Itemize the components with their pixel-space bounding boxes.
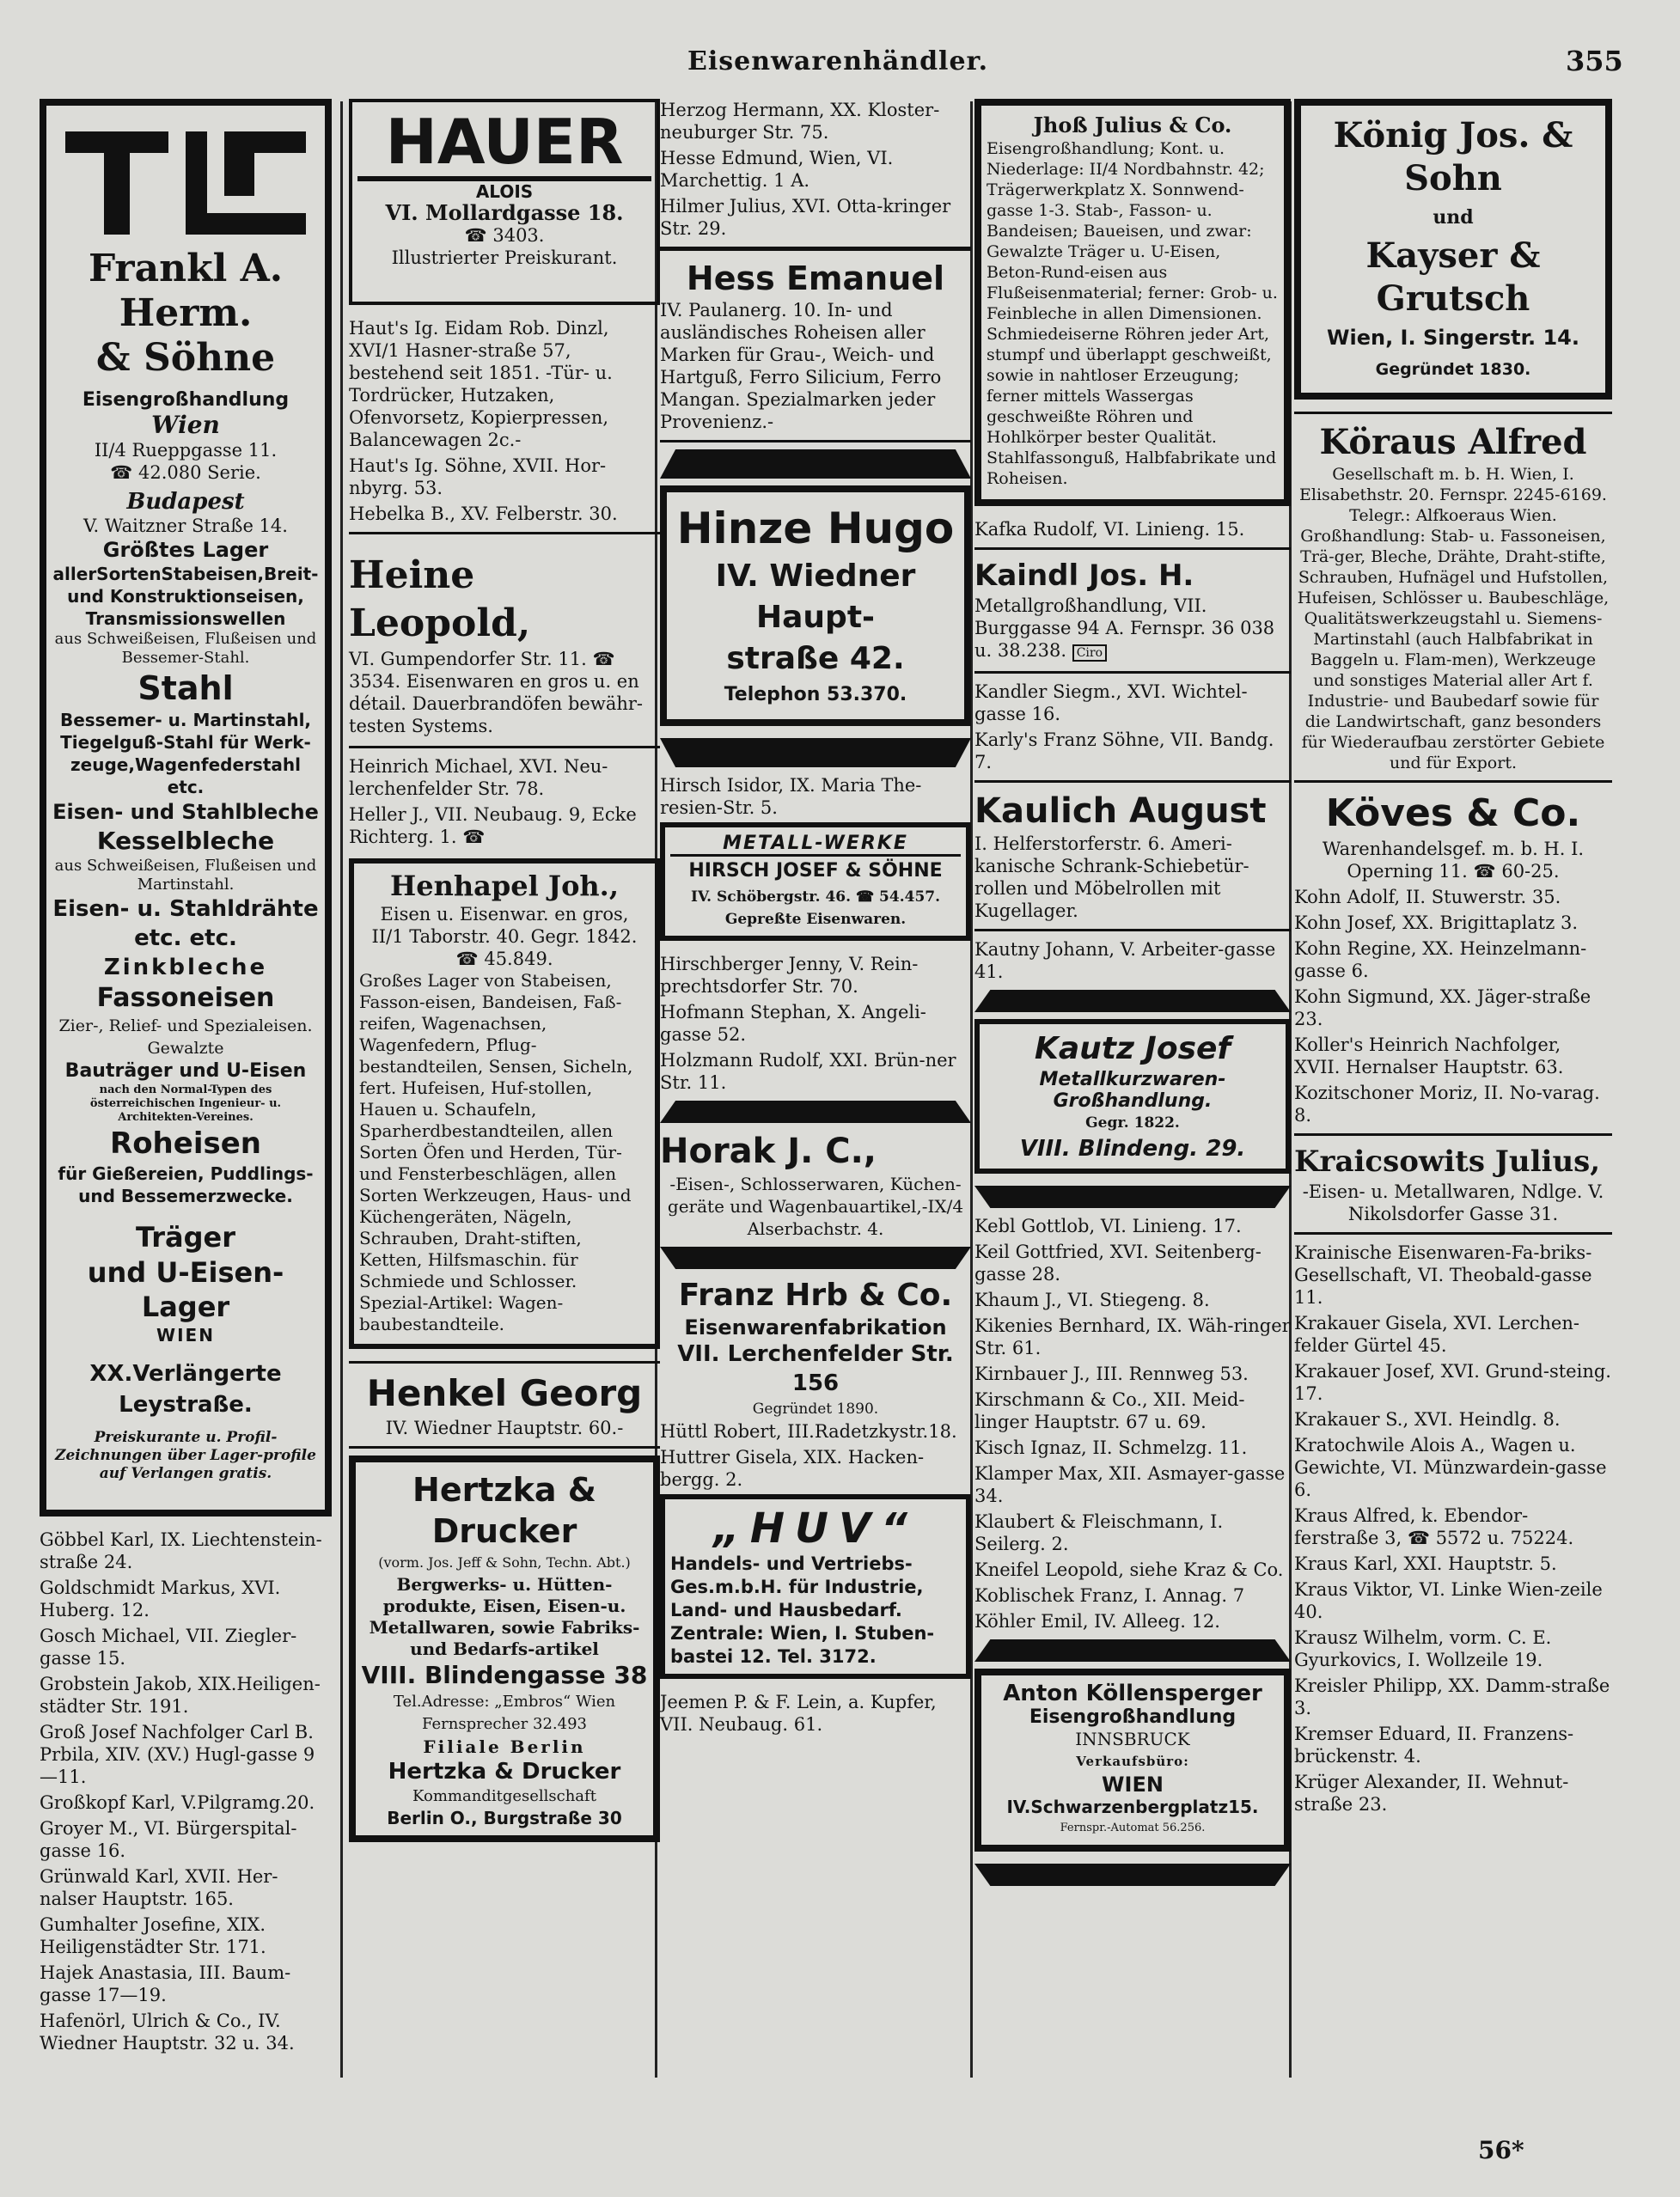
list-item: Krakauer Gisela, XVI. Lerchen-felder Gürtel 45. <box>1294 1313 1579 1356</box>
ad-line: Kesselbleche <box>96 827 275 855</box>
koenig-address: Wien, I. Singerstr. 14. <box>1327 326 1579 350</box>
ad-line: zeuge,Wagenfederstahl etc. <box>70 754 301 797</box>
list-item: Kebl Gottlob, VI. Linieng. 17. <box>974 1216 1242 1236</box>
list-item: Herzog Hermann, XX. Kloster-neuburger Str. 75. <box>660 100 940 143</box>
ad-koraus <box>1294 421 1612 773</box>
list-item: Klaubert & Fleischmann, I. Seilerg. 2. <box>974 1511 1224 1554</box>
list-item: Hirsch Isidor, IX. Maria The-resien-Str. 5. <box>660 775 922 818</box>
henhapel-line: Eisen u. Eisenwar. en gros, <box>380 904 629 925</box>
list-item: Holzmann Rudolf, XXI. Brün-ner Str. 11. <box>660 1050 956 1093</box>
ad-line: XX.Verlängerte Leystraße. <box>89 1361 282 1418</box>
list-item: Kohn Adolf, II. Stuwerstr. 35. <box>1294 887 1561 907</box>
column-2 <box>349 99 660 2085</box>
list-item: Kandler Siegm., XVI. Wichtel-gasse 16. <box>974 681 1248 724</box>
divider <box>349 1361 660 1364</box>
list-item: Huttrer Gisela, XIX. Hacken-bergg. 2. <box>660 1447 925 1490</box>
ad-kaindl <box>974 557 1291 664</box>
list-item: Koller's Heinrich Nachfolger, XVII. Hernalser Hauptstr. 63. <box>1294 1034 1564 1077</box>
ornament-bar <box>974 1639 1291 1662</box>
ad-hess <box>660 258 971 433</box>
koraus-name: Köraus Alfred <box>1319 422 1587 462</box>
list-item: Kafka Rudolf, VI. Linieng. 15. <box>974 519 1245 540</box>
list-item: Jeemen P. & F. Lein, a. Kupfer, VII. Neubaug. 61. <box>660 1692 937 1735</box>
kautz-founded: Gegr. 1822. <box>1085 1114 1180 1132</box>
ad-metall-werke <box>660 822 971 941</box>
list-item: Haut's Ig. Söhne, XVII. Hor-nbyrg. 53. <box>349 455 607 498</box>
henhapel-line: II/1 Taborstr. 40. Gegr. 1842. <box>371 926 638 947</box>
divider <box>349 1446 660 1449</box>
heine-text: VI. Gumpendorfer Str. 11. ☎ 3534. Eisenwaren en gros u. en détail. Dauerbrandöfen bewähr-testen Systems. <box>349 649 643 736</box>
list-item: Karly's Franz Söhne, VII. Bandg. 7. <box>974 729 1274 772</box>
huv-line: Zentrale: Wien, I. Stuben- <box>670 1623 935 1644</box>
hertzka-tel: Tel.Adresse: „Embros“ Wien <box>393 1693 616 1711</box>
divider <box>974 780 1291 783</box>
column-5 <box>1294 99 1612 2085</box>
list-item: Hafenörl, Ulrich & Co., IV. Wiedner Hauptstr. 32 u. 34. <box>40 2011 295 2054</box>
koves-name: Köves & Co. <box>1325 791 1581 835</box>
ad-line: Roheisen <box>110 1126 261 1161</box>
list-item: Kremser Eduard, II. Franzens-brückenstr. 4. <box>1294 1724 1574 1767</box>
ad-line: aus Schweißeisen, Flußeisen und Martinstahl. <box>54 857 317 894</box>
list-item: Groß Josef Nachfolger Carl B. Prbila, XIV. (XV.) Hugl-gasse 9—11. <box>40 1722 315 1787</box>
company-name: Frankl A. Herm. <box>88 247 284 335</box>
huv-name: „HUV“ <box>712 1504 919 1553</box>
ad-henhapel <box>349 858 660 1349</box>
divider <box>349 532 660 534</box>
ad-kautz <box>974 1019 1291 1174</box>
ad-henkel <box>349 1370 660 1439</box>
henhapel-name: Henhapel Joh., <box>390 870 619 902</box>
list-item: Hirschberger Jenny, V. Rein-prechtsdorfer Str. 70. <box>660 954 919 997</box>
ad-line: Größtes Lager <box>102 538 269 562</box>
hauer-first-name: ALOIS <box>475 181 534 202</box>
ad-line: Fassoneisen <box>96 983 275 1013</box>
list-item: Kisch Ignaz, II. Schmelzg. 11. <box>974 1437 1248 1458</box>
henkel-address: IV. Wiedner Hauptstr. 60.- <box>385 1418 624 1438</box>
column-3 <box>660 99 971 2085</box>
list-item: Kohn Sigmund, XX. Jäger-straße 23. <box>1294 986 1591 1029</box>
kaindl-name: Kaindl Jos. H. <box>974 558 1194 593</box>
kautz-line-2: Großhandlung. <box>1053 1090 1213 1112</box>
ad-line: Eisen- u. Stahldrähte <box>52 896 319 922</box>
column-rule <box>340 101 343 2078</box>
kaindl-address: Metallgroßhandlung, VII. Burggasse 94 A. Fernspr. 36 038 u. 38.238. <box>974 595 1275 661</box>
ad-line: Preiskurante u. Profil-Zeichnungen über Lager-profile auf Verlangen gratis. <box>55 1429 316 1482</box>
koenig-name-2: Kayser & Grutsch <box>1365 235 1541 319</box>
kaindl-text <box>974 595 1291 664</box>
ad-line: Eisen- und Stahlbleche <box>52 800 319 824</box>
list-item: Hajek Anastasia, III. Baum-gasse 17—19. <box>40 1962 291 2005</box>
hertzka-address: VIII. Blindengasse 38 <box>361 1661 648 1689</box>
hrb-sub: Eisenwarenfabrikation <box>684 1315 947 1340</box>
list-item: Gumhalter Josefine, XIX. Heiligenstädter Str. 171. <box>40 1914 266 1957</box>
ad-line: und U-Eisen-Lager <box>87 1256 284 1323</box>
divider <box>349 746 660 748</box>
ad-frankl <box>40 99 332 1517</box>
ad-hauer <box>349 99 660 305</box>
business-type: Eisengroßhandlung <box>82 389 290 411</box>
ad-line: Bessemer- u. Martinstahl, <box>59 710 312 730</box>
list-item: Hofmann Stephan, X. Angeli-gasse 52. <box>660 1002 926 1045</box>
list-item: Kirschmann & Co., XII. Meid-linger Hauptstr. 67 u. 69. <box>974 1389 1245 1432</box>
ad-line: allerSortenStabeisen,Breit- <box>52 564 319 584</box>
list-item: Hesse Edmund, Wien, VI. Marchettig. 1 A. <box>660 148 894 191</box>
heine-name: Heine Leopold, <box>349 553 531 645</box>
list-item: Hebelka B., XV. Felberstr. 30. <box>349 503 618 524</box>
city-vienna: Wien <box>151 411 220 439</box>
list-item: Kikenies Bernhard, IX. Wäh-ringer Str. 61. <box>974 1315 1291 1358</box>
divider <box>1294 1133 1612 1136</box>
ad-koenig <box>1294 99 1612 400</box>
metall-name: HIRSCH JOSEF & SÖHNE <box>688 860 943 882</box>
hertzka-branch-type: Kommanditgesellschaft <box>412 1787 596 1805</box>
list-item: Köhler Emil, IV. Alleeg. 12. <box>974 1611 1220 1632</box>
koellensperger-city-2: WIEN <box>1102 1773 1164 1797</box>
henkel-name: Henkel Georg <box>366 1372 643 1414</box>
kautz-address: VIII. Blindeng. 29. <box>1019 1136 1246 1162</box>
koenig-name: König Jos. & Sohn <box>1333 115 1573 198</box>
list-item: Krakauer S., XVI. Heindlg. 8. <box>1294 1409 1561 1430</box>
list-item: Klamper Max, XII. Asmayer-gasse 34. <box>974 1463 1286 1506</box>
hrb-address: VII. Lerchenfelder Str. 156 <box>677 1341 954 1396</box>
hauer-address: VI. Mollardgasse 18. <box>385 200 624 225</box>
ornament-bar <box>974 1186 1291 1208</box>
koellensperger-name: Anton Köllensperger <box>1003 1681 1262 1706</box>
ornament-bar <box>660 1247 971 1269</box>
koellensperger-address: IV.Schwarzenbergplatz15. <box>1006 1797 1259 1817</box>
address-budapest: V. Waitzner Straße 14. <box>83 516 288 536</box>
hertzka-text: Bergwerks- u. Hütten-produkte, Eisen, Eisen-u. Metallwaren, sowie Fabriks- und Bedarfs-artikel <box>369 1574 640 1659</box>
divider <box>1294 412 1612 414</box>
koellensperger-phone: Fernspr.-Automat 56.256. <box>1060 1822 1206 1834</box>
list-item: Großkopf Karl, V.Pilgramg.20. <box>40 1792 315 1813</box>
phone-vienna: ☎ 42.080 Serie. <box>110 462 261 483</box>
ad-kaulich <box>974 790 1291 922</box>
hertzka-sub: (vorm. Jos. Jeff & Sohn, Techn. Abt.) <box>378 1554 631 1571</box>
ornament-bar <box>974 1864 1291 1886</box>
column-4 <box>974 99 1291 2085</box>
hinze-name: Hinze Hugo <box>676 503 955 553</box>
horak-name: Horak J. C., <box>660 1132 877 1171</box>
koenig-und: und <box>1433 206 1474 229</box>
ad-heine <box>349 552 660 737</box>
list-item: Hüttl Robert, III.Radetzkystr.18. <box>660 1421 957 1442</box>
huv-line: Land- und Hausbedarf. <box>670 1600 902 1620</box>
ad-line: WIEN <box>156 1325 215 1346</box>
list-item: Göbbel Karl, IX. Liechtenstein-straße 24. <box>40 1529 322 1572</box>
company-name-2: & Söhne <box>95 336 276 380</box>
ad-koellensperger <box>974 1669 1291 1852</box>
list-item: Heller J., VII. Neubaug. 9, Ecke Richterg. 1. ☎ <box>349 804 637 847</box>
hauer-phone: ☎ 3403. <box>464 225 545 246</box>
list-item: Haut's Ig. Eidam Rob. Dinzl, XVI/1 Hasner-straße 57, bestehend seit 1851. -Tür- u. Tordrücker, Hutzaken, Ofenvorsetz, Kopierpressen, Balancewagen 2c.- <box>349 318 613 450</box>
ad-hertzka <box>349 1456 660 1842</box>
list-item: Grünwald Karl, XVII. Her-nalser Hauptstr. 165. <box>40 1866 278 1909</box>
list-item: Krausz Wilhelm, vorm. C. E. Gyurkovics, I. Wollzeile 19. <box>1294 1627 1552 1670</box>
kaulich-text: I. Helferstorferstr. 6. Ameri-kanische Schrank-Schiebetür-rollen und Möbelrollen mit Kugellager. <box>974 833 1249 921</box>
list-item: Kraus Viktor, VI. Linke Wien-zeile 40. <box>1294 1579 1603 1622</box>
ad-horak <box>660 1130 971 1240</box>
ad-line: Stahl <box>137 669 234 707</box>
divider <box>1294 780 1612 783</box>
list-item: Kraus Karl, XXI. Hauptstr. 5. <box>1294 1553 1557 1574</box>
list-item: Krüger Alexander, II. Wehnut-straße 23. <box>1294 1772 1569 1815</box>
hertzka-branch-address: Berlin O., Burgstraße 30 <box>387 1808 622 1828</box>
list-item: Kreisler Philipp, XX. Damm-straße 3. <box>1294 1675 1610 1718</box>
list-item: Koblischek Franz, I. Annag. 7 <box>974 1585 1245 1606</box>
ad-line: Tiegelguß-Stahl für Werk- <box>60 732 311 753</box>
huv-line: bastei 12. Tel. 3172. <box>670 1646 877 1667</box>
divider <box>974 929 1291 931</box>
hertzka-phone: Fernsprecher 32.493 <box>421 1715 587 1733</box>
hertzka-branch-name: Hertzka & Drucker <box>388 1759 621 1785</box>
list-item: Keil Gottfried, XVI. Seitenberg-gasse 28. <box>974 1242 1262 1285</box>
hess-name: Hess Emanuel <box>686 259 945 297</box>
list-item: Kohn Josef, XX. Brigittaplatz 3. <box>1294 912 1579 933</box>
page-title: Eisenwarenhändler. <box>687 46 989 76</box>
ad-line: Zinkbleche <box>103 955 268 980</box>
list-item: Kozitschoner Moriz, II. No-varag. 8. <box>1294 1083 1600 1126</box>
hauer-note: Illustrierter Preiskurant. <box>391 247 618 268</box>
huv-line: Ges.m.b.H. für Industrie, <box>670 1577 924 1597</box>
list-item: Goldschmidt Markus, XVI. Huberg. 12. <box>40 1578 281 1620</box>
divider <box>1294 1232 1612 1235</box>
ad-kraicsowits <box>1294 1143 1612 1225</box>
metall-note: Gepreßte Eisenwaren. <box>724 911 907 928</box>
kaulich-name: Kaulich August <box>974 791 1267 831</box>
list-item: Kirnbauer J., III. Rennweg 53. <box>974 1364 1249 1384</box>
list-item: Krakauer Josef, XVI. Grund-steing. 17. <box>1294 1361 1611 1404</box>
kautz-line-1: Metallkurzwaren- <box>1039 1069 1226 1090</box>
page-signature: 56* <box>1478 2136 1524 2164</box>
ornament-bar <box>660 1101 971 1123</box>
kraicsowits-name: Kraicsowits Julius, <box>1294 1144 1601 1179</box>
ad-line: aus Schweißeisen, Flußeisen und Bessemer-Stahl. <box>54 630 317 667</box>
ad-line: etc. etc. <box>134 925 237 951</box>
list-item: Kohn Regine, XX. Heinzelmann-gasse 6. <box>1294 938 1587 981</box>
ad-koves <box>1294 790 1612 882</box>
ad-line: und Bessemerzwecke. <box>78 1186 293 1206</box>
ad-hrb <box>660 1276 971 1420</box>
koves-text: Warenhandelsgef. m. b. H. I. Operning 11. ☎ 60-25. <box>1322 839 1585 882</box>
ornament-bar <box>660 738 971 767</box>
ad-line: Zier-, Relief- und Spezialeisen. <box>58 1016 313 1035</box>
address-vienna: II/4 Rueppgasse 11. <box>94 440 278 461</box>
ad-hinze <box>660 485 971 726</box>
hrb-founded: Gegründet 1890. <box>752 1401 879 1418</box>
ihoss-text: Eisengroßhandlung; Kont. u. Niederlage: II/4 Nordbahnstr. 42; Trägerwerkplatz X. Sonnwend-gasse 1-3. Stab-, Fasson- u. Bandeisen; Baueisen, und zwar: Gewalzte Träger u. U-Eisen, Beton-Rund-eisen aus Flußeisenmaterial; ferner: Grob- u. Feinbleche in allen Dimensionen. Schmiedeiserne Röhren jeder Art, stumpf und überlappt geschweißt, sowie in nahtloser Erzeugung; ferner mittels Wassergas geschweißte Röhren und Hohlkörper bester Qualität. Stahlfassonguß, Halbfabrikate und Roheisen. <box>987 139 1278 488</box>
divider <box>660 440 971 442</box>
hauer-name: HAUER <box>357 107 651 181</box>
list-item: Khaum J., VI. Stiegeng. 8. <box>974 1290 1210 1310</box>
column-1 <box>40 99 332 2085</box>
steel-profile-logo <box>57 114 315 243</box>
kaindl-badge: Ciro <box>1072 644 1107 662</box>
koraus-text: Gesellschaft m. b. H. Wien, I. Elisabethstr. 20. Fernspr. 2245-6169. Telegr.: Alfkoeraus Wien. Großhandlung: Stab- u. Fassoneisen, Trä-ger, Bleche, Drähte, Draht-stifte, Schrauben, Hufnägel und Hufstollen, Hufeisen, Schlösser u. Baubeschläge, Qualitätswerkzeugstahl u. Siemens-Martinstahl (auch Halbfabrikat in Baggeln u. Flam-men), Werkzeuge und sonstiges Material aller Art f. Industrie- und Baubedarf sowie für die Landwirtschaft, ganz besonders für Wiederaufbau zerstörter Gebiete und für Export. <box>1297 465 1610 772</box>
hinze-address-2: straße 42. <box>726 641 905 676</box>
list-item: Kautny Johann, V. Arbeiter-gasse 41. <box>974 939 1276 982</box>
henhapel-line: ☎ 45.849. <box>455 949 553 969</box>
kraicsowits-text: -Eisen- u. Metallwaren, Ndlge. V. Nikolsdorfer Gasse 31. <box>1302 1181 1604 1224</box>
page-header <box>0 38 1680 89</box>
list-item: Gosch Michael, VII. Ziegler-gasse 15. <box>40 1626 297 1669</box>
ihoss-name: Jhoß Julius & Co. <box>1033 113 1232 137</box>
list-item: Grobstein Jakob, XIX.Heiligen-städter Str. 191. <box>40 1674 321 1717</box>
ad-line: Bauträger und U-Eisen <box>64 1060 307 1082</box>
huv-line: Handels- und Vertriebs- <box>670 1553 913 1574</box>
ad-line: für Gießereien, Puddlings- <box>58 1163 314 1184</box>
ornament-bar <box>974 990 1291 1012</box>
hess-text: IV. Paulanerg. 10. In- und ausländisches Roheisen aller Marken für Grau-, Weich- und Hartguß, Ferro Silicium, Ferro Mangan. Spezialmarken jeder Provenienz.- <box>660 300 942 432</box>
ad-ihoss <box>974 99 1291 506</box>
list-item: Krainische Eisenwaren-Fa-briks-Gesellschaft, VI. Theobald-gasse 11. <box>1294 1242 1592 1308</box>
divider <box>974 671 1291 674</box>
page-number: 355 <box>1566 45 1623 77</box>
metall-title: METALL-WERKE <box>670 833 961 857</box>
koellensperger-city: INNSBRUCK <box>1075 1729 1190 1749</box>
hinze-phone: Telephon 53.370. <box>724 684 907 705</box>
ad-line: Träger <box>135 1221 236 1254</box>
list-item: Hilmer Julius, XVI. Otta-kringer Str. 29. <box>660 196 951 239</box>
henhapel-text: Großes Lager von Stabeisen, Fasson-eisen, Bandeisen, Faß-reifen, Wagenachsen, Wagenfedern, Pflug-bestandteilen, Sensen, Sicheln, fert. Hufeisen, Huf-stollen, Hauen u. Schaufeln, Sparherdbestandteilen, allen Sorten Öfen und Herden, Tür- und Fensterbeschlägen, allen Sorten Werkzeugen, Haus- und Küchengeräten, Nägeln, Schrauben, Draht-stiften, Ketten, Hilfsmaschin. für Schmiede und Schlosser. Spezial-Artikel: Wagen-baubestandteile. <box>359 970 633 1334</box>
koellensperger-branch: Verkaufsbüro: <box>1076 1754 1189 1769</box>
horak-text: -Eisen-, Schlosserwaren, Küchen-geräte und Wagenbauartikel,-IX/4 Alserbachstr. 4. <box>667 1174 964 1239</box>
koenig-founded: Gegründet 1830. <box>1375 360 1531 379</box>
ad-huv <box>660 1494 971 1679</box>
city-budapest: Budapest <box>126 489 245 515</box>
list-item: Kraus Alfred, k. Ebendor-ferstraße 3, ☎ 5572 u. 75224. <box>1294 1505 1574 1548</box>
divider <box>974 547 1291 550</box>
hrb-name: Franz Hrb & Co. <box>678 1278 953 1313</box>
hertzka-branch: Filiale Berlin <box>423 1736 586 1757</box>
list-item: Groyer M., VI. Bürgerspital-gasse 16. <box>40 1818 297 1861</box>
ad-line: Gewalzte <box>147 1039 224 1058</box>
list-item: Heinrich Michael, XVI. Neu-lerchenfelder Str. 78. <box>349 756 608 799</box>
ad-line: und Konstruktionseisen, <box>67 586 304 607</box>
divider <box>660 247 971 251</box>
hinze-address-1: IV. Wiedner Haupt- <box>715 558 916 635</box>
hertzka-name: Hertzka & Drucker <box>412 1471 596 1550</box>
kautz-name: Kautz Josef <box>1034 1031 1231 1066</box>
ad-line: Transmissionswellen <box>85 608 286 629</box>
list-item: Kneifel Leopold, siehe Kraz & Co. <box>974 1559 1284 1580</box>
koellensperger-sub: Eisengroßhandlung <box>1029 1706 1237 1728</box>
list-item: Kratochwile Alois A., Wagen u. Gewichte, VI. Münzwardein-gasse 6. <box>1294 1435 1607 1500</box>
ornament-bar <box>660 449 971 479</box>
metall-address: IV. Schöbergstr. 46. ☎ 54.457. <box>690 888 941 906</box>
ad-line: nach den Normal-Typen des österreichischen Ingenieur- u. Architekten-Vereines. <box>89 1083 282 1124</box>
